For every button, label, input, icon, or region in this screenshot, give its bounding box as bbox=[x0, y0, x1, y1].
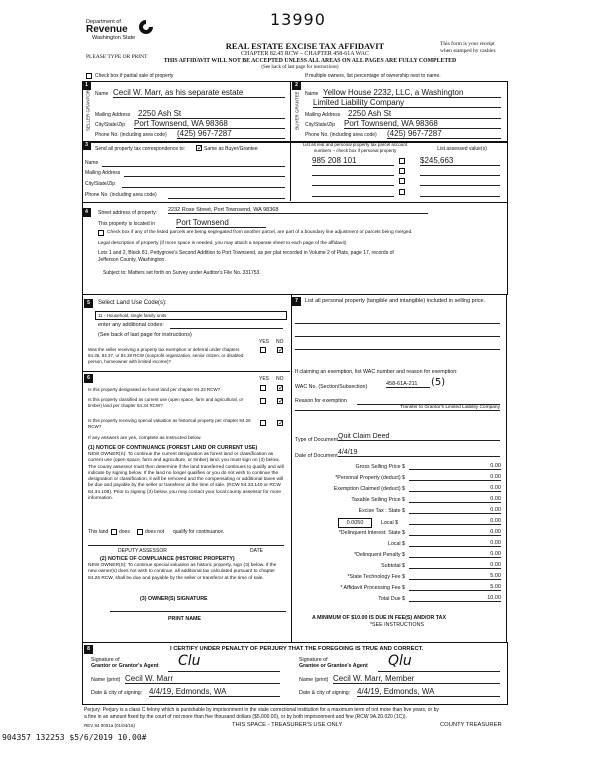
seller-phone[interactable]: (425) 967-7287 bbox=[177, 129, 285, 139]
qualify-label: qualify for continuance. bbox=[173, 529, 225, 535]
tax-row-value[interactable]: 0.00 bbox=[409, 551, 501, 558]
correspondence-label: Send all property tax correspondence to: bbox=[95, 146, 186, 152]
parcel-number[interactable]: 985 208 101 bbox=[312, 156, 394, 166]
parcel-line-2[interactable] bbox=[312, 175, 394, 176]
parcel-line-4[interactable] bbox=[312, 196, 394, 197]
corr-city-line[interactable] bbox=[122, 187, 285, 188]
grantor-name-label: Name (print) bbox=[91, 677, 121, 683]
buyer-city[interactable]: Port Townsend, WA 98368 bbox=[344, 119, 501, 129]
seller-name[interactable]: Cecil W. Marr, as his separate estate bbox=[113, 88, 285, 98]
q6c-question: Is this property receiving special valuation as historical property per chapter 84.26 RCW? bbox=[88, 418, 251, 429]
assessed-header: List assessed value(s) bbox=[437, 146, 487, 152]
tax-row-label: *Personal Property (deduct) $ bbox=[335, 475, 405, 481]
street-label: Street address of property: bbox=[98, 210, 158, 216]
buyer-phone-label: Phone No. (including area code) bbox=[305, 132, 377, 138]
personal-property-line-3[interactable] bbox=[295, 349, 500, 350]
tax-row-label: Excise Tax : State $ bbox=[358, 508, 405, 514]
parcel-line-3[interactable] bbox=[312, 185, 394, 186]
minimum-due-note: A MINIMUM OF $10.00 IS DUE IN FEE(S) AND/OR TAX bbox=[312, 615, 447, 621]
grantee-sig-label-1: Signature of bbox=[299, 657, 328, 663]
q6b-yes-checkbox[interactable] bbox=[260, 398, 266, 404]
dor-logo-swirl-icon bbox=[138, 19, 154, 35]
tax-row bbox=[295, 529, 501, 540]
tax-row-value[interactable]: 5.00 bbox=[409, 584, 501, 591]
parcel-personal-checkbox-3[interactable] bbox=[399, 178, 405, 184]
tax-rows-1 bbox=[295, 463, 501, 518]
legal-line-1[interactable]: Lots 1 and 2, Block 81, Pettygrove's Second Addition to Port Townsend, as per plat recorded in Volume 2 of Plats, page 17, records of bbox=[98, 250, 394, 256]
tax-rows-2 bbox=[295, 529, 501, 606]
certify-statement: I CERTIFY UNDER PENALTY OF PERJURY THAT THE FOREGOING IS TRUE AND CORRECT. bbox=[170, 646, 424, 652]
same-as-buyer-label: Same as Buyer/Grantee bbox=[204, 146, 258, 152]
land-use-see-back: (See back of last page for instructions) bbox=[98, 332, 192, 338]
grantor-date-city[interactable]: 4/4/19, Edmonds, WA bbox=[149, 687, 280, 697]
assessed-line-2[interactable] bbox=[420, 175, 500, 176]
tax-row-value[interactable]: 5.00 bbox=[409, 573, 501, 580]
does-label: does bbox=[119, 529, 130, 535]
land-use-label: Select Land Use Code(s): bbox=[98, 300, 167, 306]
tax-row-label: Local $ bbox=[387, 541, 405, 547]
see-back-note: (See back of last page for instructions) bbox=[261, 65, 339, 70]
assessed-line-4[interactable] bbox=[420, 196, 500, 197]
parcel-personal-checkbox-1[interactable] bbox=[399, 158, 405, 164]
q6-no-header: NO bbox=[276, 376, 284, 382]
personal-property-label: List all personal property (tangible and intangible) included in selling price. bbox=[305, 298, 486, 304]
multiple-owners-note: If multiple owners, list percentage of ownership next to name. bbox=[305, 73, 441, 79]
additional-codes-line[interactable] bbox=[170, 328, 283, 329]
buyer-city-label: City/State/Zip bbox=[305, 122, 336, 128]
q6c-no-checkbox[interactable] bbox=[277, 420, 283, 426]
tax-row bbox=[295, 474, 501, 485]
notice-2-title: (2) NOTICE OF COMPLIANCE (HISTORIC PROPERTY) bbox=[100, 556, 235, 562]
notice-1-text: NEW OWNER(S): To continue the current designation as forest land or classification as current use (open space, farm and agriculture, or timber) land, you must sign on (3) below. The county assessor must then determine if the land transferred continues to qualify and will indicate by signing below. If the land no longer qualifies or you do not wish to continue the designation or classification, it will be removed and the compensating or additional taxes will be due and payable by the seller or transferor at the time of sale. (RCW 84.33.140 or RCW 84.34.108). Prior to signing (3) below, you may contact your local county assessor for more information. bbox=[88, 452, 284, 502]
tax-row bbox=[295, 562, 501, 573]
tax-row bbox=[295, 507, 501, 518]
grantor-date-label: Date & city of signing: bbox=[91, 690, 143, 696]
top-rule-right bbox=[290, 294, 506, 295]
corr-name-line[interactable] bbox=[102, 166, 285, 167]
seller-city-label: City/State/Zip bbox=[95, 122, 126, 128]
tax-row-value[interactable]: 0.00 bbox=[409, 474, 501, 481]
tax-row bbox=[295, 485, 501, 496]
personal-property-line-1[interactable] bbox=[295, 323, 500, 324]
tax-row bbox=[295, 584, 501, 595]
grantee-name-label: Name (print) bbox=[299, 677, 329, 683]
q6a-yes-checkbox[interactable] bbox=[260, 385, 266, 391]
does-not-checkbox[interactable] bbox=[137, 529, 143, 535]
tax-row-label: * Affidavit Processing Fee $ bbox=[340, 585, 405, 591]
owner-signature-line[interactable] bbox=[110, 611, 286, 612]
corr-mailing-label: Mailing Address bbox=[85, 170, 121, 176]
column-divider bbox=[290, 81, 291, 141]
tax-row-label: Exemption Claimed (deduct) $ bbox=[333, 486, 405, 492]
corr-city-label: City/State/Zip bbox=[85, 181, 116, 187]
seller-name-label: Name bbox=[95, 91, 109, 97]
q6-yes-header: YES bbox=[259, 376, 270, 382]
perjury-line-2: a fine in an amount fixed by the court of not more than five thousand dollars ($5,000.00), or by both imprisonment and fine (RCW 9A.20.020 (1C)). bbox=[84, 714, 407, 720]
q5-no-header: NO bbox=[276, 339, 284, 345]
land-qualify-label: This land bbox=[88, 529, 109, 535]
tax-row-value[interactable]: 0.00 bbox=[409, 529, 501, 536]
parcel-personal-checkbox-4[interactable] bbox=[399, 189, 405, 195]
legal-label: Legal description of property (if more space is needed, you may attach a separate sheet to each page of the affidavit) bbox=[98, 241, 347, 246]
corr-phone-label: Phone No. (including area code) bbox=[85, 192, 157, 198]
rule-between-5-6 bbox=[82, 371, 290, 372]
treasurer-space: THIS SPACE - TREASURER'S USE ONLY bbox=[232, 722, 343, 728]
corr-mailing-line[interactable] bbox=[124, 176, 285, 177]
local-rate-box[interactable]: 0.0050 bbox=[338, 518, 372, 528]
receipt-note-2: when stamped by cashier. bbox=[440, 48, 497, 54]
corr-name-label: Name bbox=[85, 160, 99, 166]
tax-row bbox=[295, 540, 501, 551]
seller-side-label: SELLER GRANTOR bbox=[85, 90, 91, 131]
grantee-print-name[interactable]: Cecil W. Marr, Member bbox=[333, 674, 500, 684]
tax-row-value[interactable]: 0.00 bbox=[409, 540, 501, 547]
logo-revenue: Revenue bbox=[86, 24, 128, 35]
wac-handwritten: (5) bbox=[431, 377, 446, 388]
county-treasurer: COUNTY TREASURER bbox=[440, 722, 502, 728]
parcel-personal-checkbox-2[interactable] bbox=[399, 168, 405, 174]
receipt-stamp: 904357 132253 $5/6/2019 10.00# bbox=[2, 733, 147, 742]
assessed-line-3[interactable] bbox=[420, 185, 500, 186]
grantee-signature-line[interactable] bbox=[378, 671, 500, 672]
personal-property-line-2[interactable] bbox=[295, 336, 500, 337]
please-type: PLEASE TYPE OR PRINT bbox=[86, 54, 148, 60]
see-instructions: *SEE INSTRUCTIONS bbox=[370, 622, 424, 628]
tax-row-value[interactable]: 0.00 bbox=[409, 507, 501, 514]
buyer-side-label: BUYER GRANTEE bbox=[294, 91, 300, 130]
reason-value[interactable]: Transfer to Grantor's Limited Liability Company bbox=[295, 405, 500, 411]
segregation-checkbox[interactable] bbox=[98, 230, 104, 236]
local-value[interactable]: 0.00 bbox=[409, 518, 501, 525]
section-4-number: 4 bbox=[82, 208, 91, 217]
perjury-line-1 bbox=[84, 707, 504, 713]
receipt-note-1: This form is your receipt bbox=[440, 41, 495, 47]
tax-row bbox=[295, 551, 501, 562]
q5-yes-header: YES bbox=[259, 339, 270, 345]
print-name-label: PRINT NAME bbox=[168, 616, 201, 622]
tax-row bbox=[295, 573, 501, 584]
form-number: REV 84 0001a (01/04/16) bbox=[84, 723, 136, 728]
parcel-header: List all real and personal property tax parcel account numbers – check box if personal property bbox=[302, 142, 408, 153]
grantee-signature[interactable]: Qlu bbox=[388, 653, 412, 669]
tax-row-value[interactable]: 0.00 bbox=[409, 562, 501, 569]
section-6-number: 6 bbox=[84, 374, 93, 383]
q5-yes-checkbox[interactable] bbox=[260, 347, 266, 353]
corr-phone-line[interactable] bbox=[168, 198, 285, 199]
doc-date-label: Date of Document bbox=[295, 453, 338, 459]
grantor-signature[interactable]: Clu bbox=[178, 653, 201, 669]
reason-label: Reason for exemption bbox=[295, 398, 347, 404]
perjury-line-1-text: Perjury: Perjury is a class C felony which is punishable by imprisonment in the state correctional institution for a maximum term of not more than five years, or by bbox=[84, 707, 439, 713]
tax-row-label: *Delinquent Interest: State $ bbox=[338, 530, 405, 536]
grantee-date-city[interactable]: 4/4/19, Edmonds, WA bbox=[357, 687, 500, 697]
top-rule-left bbox=[82, 294, 290, 295]
q6b-question: Is this property classified as current use (open space, farm and agricultural, or timber) land per chapter 84.34 RCW? bbox=[88, 397, 244, 408]
grantee-sig-label-2: Grantee or Grantee's Agent bbox=[299, 663, 368, 669]
doc-type[interactable]: Quit Claim Deed bbox=[338, 433, 500, 441]
tax-row-value[interactable]: 0.00 bbox=[409, 463, 501, 470]
section-3-number: 3 bbox=[82, 141, 91, 150]
page-title: REAL ESTATE EXCISE TAX AFFIDAVIT bbox=[225, 41, 385, 51]
grantor-sig-label-2: Grantor or Grantor's Agent bbox=[91, 663, 159, 669]
notice-2-text: NEW OWNER(S): To continue special valuation as historic property, sign (3) below. If the new owner(s) does not wish to continue, all additional tax calculated pursuant to chapter 84.26 RCW, shall be due and payable by the seller or transferor at the time of sale. bbox=[88, 563, 277, 581]
buyer-name-line-2[interactable]: Limited Liability Company bbox=[313, 98, 501, 108]
tax-row-value[interactable]: 0.00 bbox=[409, 496, 501, 503]
owner-signature-label: (3) OWNER(S) SIGNATURE bbox=[140, 596, 208, 602]
handwritten-number: 13990 bbox=[270, 10, 326, 29]
seller-mailing[interactable]: 2250 Ash St bbox=[138, 109, 285, 119]
buyer-mailing-label: Mailing Address bbox=[305, 112, 341, 118]
date-label: DATE bbox=[250, 548, 263, 554]
land-use-select[interactable]: 11 - Household, single family units bbox=[95, 311, 287, 320]
corr-divider bbox=[290, 141, 291, 201]
grantee-date-label: Date & city of signing: bbox=[299, 690, 351, 696]
logo-department: Department of bbox=[86, 19, 121, 25]
buyer-name-label: Name bbox=[305, 91, 319, 97]
tax-row-label: *State Technology Fee $ bbox=[347, 574, 405, 580]
segregation-label: Check box if any of the listed parcels are being segregated from another parcel, are part of a boundary line adjustment or parcels being merged. bbox=[107, 230, 413, 235]
q6b-no-checkbox[interactable] bbox=[277, 398, 283, 404]
deputy-assessor-label: DEPUTY ASSESSOR bbox=[118, 548, 167, 554]
tax-row-value[interactable]: 10.00 bbox=[409, 595, 501, 602]
same-as-buyer-checkbox[interactable] bbox=[196, 145, 202, 151]
tax-row-label: Taxable Selling Price $ bbox=[351, 497, 405, 503]
partial-sale-label: Check box if partial sale of property bbox=[95, 73, 174, 79]
q6c-yes-checkbox[interactable] bbox=[260, 420, 266, 426]
located-in[interactable]: Port Townsend bbox=[176, 218, 266, 228]
doc-date[interactable]: 4/4/19 bbox=[338, 449, 500, 457]
seller-city[interactable]: Port Townsend, WA 98368 bbox=[134, 119, 285, 129]
tax-row-value[interactable]: 0.00 bbox=[409, 485, 501, 492]
if-yes-note: If any answers are yes, complete as instructed below. bbox=[88, 436, 202, 441]
seller-mailing-label: Mailing Address bbox=[95, 112, 131, 118]
wac-number[interactable]: 458-61A-211 bbox=[386, 381, 430, 388]
tax-row-label: *Delinquent Penalty $ bbox=[354, 552, 405, 558]
tax-row bbox=[295, 463, 501, 474]
grantor-signature-line[interactable] bbox=[168, 671, 280, 672]
logo-state: Washington State bbox=[92, 35, 136, 41]
buyer-phone[interactable]: (425) 967-7287 bbox=[387, 129, 501, 139]
does-checkbox[interactable] bbox=[111, 529, 117, 535]
legal-line-2[interactable]: Jefferson County, Washington. bbox=[98, 257, 166, 263]
exemption-claim-label: If claiming an exemption, list WAC number and reason for exemption: bbox=[295, 369, 458, 375]
street-address[interactable]: 2232 Rose Street, Port Townsend, WA 98368 bbox=[168, 207, 428, 214]
subject-to[interactable]: Subject to: Matters set forth on Survey under Auditor's File No. 331753. bbox=[103, 270, 261, 276]
additional-codes-label: enter any additional codes: bbox=[98, 322, 164, 328]
deputy-assessor-line[interactable] bbox=[88, 545, 284, 546]
tax-row-label: Gross Selling Price $ bbox=[355, 464, 405, 470]
q6a-no-checkbox[interactable] bbox=[277, 385, 283, 391]
warning: THIS AFFIDAVIT WILL NOT BE ACCEPTED UNLESS ALL AREAS ON ALL PAGES ARE FULLY COMPLETED bbox=[163, 58, 457, 64]
q5-no-checkbox[interactable] bbox=[277, 347, 283, 353]
notice-1-title: (1) NOTICE OF CONTINUANCE (FOREST LAND OR CURRENT USE) bbox=[88, 445, 258, 451]
section-5-number: 5 bbox=[84, 299, 93, 308]
assessed-value[interactable]: $245,663 bbox=[420, 156, 500, 166]
top-rule-section-8 bbox=[82, 642, 506, 643]
q5-question: Was the seller receiving a property tax exemption or deferral under chapters 84.36, 84.37, or 84.38 RCW (nonprofit organization, senior citizen, or disabled person, homeowner with limited income)? bbox=[88, 347, 244, 364]
seller-phone-label: Phone No. (including area code) bbox=[95, 132, 167, 138]
grantor-sig-label-1: Signature of bbox=[91, 657, 120, 663]
section-7-number: 7 bbox=[292, 297, 301, 306]
buyer-mailing[interactable]: 2250 Ash St bbox=[348, 109, 501, 119]
does-not-label: does not bbox=[145, 529, 165, 535]
grantor-print-name[interactable]: Cecil W. Marr bbox=[125, 674, 280, 684]
doc-type-label: Type of Document bbox=[295, 437, 338, 443]
wac-label: WAC No. (Section/Subsection) bbox=[295, 384, 368, 390]
tax-row bbox=[295, 595, 501, 606]
located-label: This property is located in bbox=[98, 221, 155, 227]
section-2-number: 2 bbox=[292, 81, 301, 90]
tax-row-label: Subtotal $ bbox=[381, 563, 405, 569]
local-label: Local $ bbox=[381, 520, 399, 526]
section-1-number: 1 bbox=[82, 81, 91, 90]
subtitle: CHAPTER 82.45 RCW – CHAPTER 458-61A WAC bbox=[241, 51, 369, 57]
dor-logo bbox=[86, 19, 156, 45]
section-8-number: 8 bbox=[84, 645, 93, 654]
tax-row-label: Total Due $ bbox=[378, 596, 405, 602]
tax-row bbox=[295, 496, 501, 507]
buyer-name-line-1[interactable]: Yellow House 2232, LLC, a Washington bbox=[323, 88, 501, 98]
q6a-question: Is this property designated as forest land per chapter 84.33 RCW? bbox=[88, 387, 221, 392]
partial-sale-checkbox[interactable] bbox=[86, 73, 92, 79]
